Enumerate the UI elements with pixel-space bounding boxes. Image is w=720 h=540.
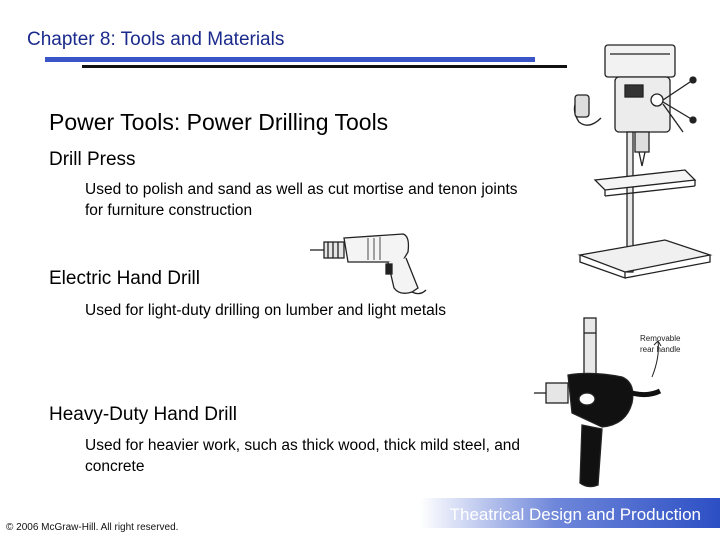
callout-line-1: Removable [640, 334, 681, 343]
slide-title: Power Tools: Power Drilling Tools [49, 109, 389, 135]
header-rule-blue [45, 57, 535, 62]
heading-drill-press: Drill Press [49, 149, 136, 170]
footer-book-title: Theatrical Design and Production [449, 505, 701, 524]
copyright: © 2006 McGraw-Hill. All right reserved. [6, 522, 179, 533]
heavy-duty-drill-illustration [532, 313, 718, 491]
chapter-title: Chapter 8: Tools and Materials [27, 29, 285, 50]
header-rule-black [82, 65, 567, 68]
callout-line-2: rear handle [640, 345, 681, 354]
electric-hand-drill-illustration [308, 228, 433, 298]
drill-press-illustration [565, 40, 715, 280]
description-heavy-duty-hand-drill: Used for heavier work, such as thick wood, thick mild steel, and concrete [85, 437, 521, 475]
heading-electric-hand-drill: Electric Hand Drill [49, 268, 200, 289]
heading-heavy-duty-hand-drill: Heavy-Duty Hand Drill [49, 404, 237, 425]
description-electric-hand-drill: Used for light-duty drilling on lumber and light metals [85, 302, 446, 319]
description-drill-press: Used to polish and sand as well as cut mortise and tenon joints for furniture construction [85, 181, 518, 219]
